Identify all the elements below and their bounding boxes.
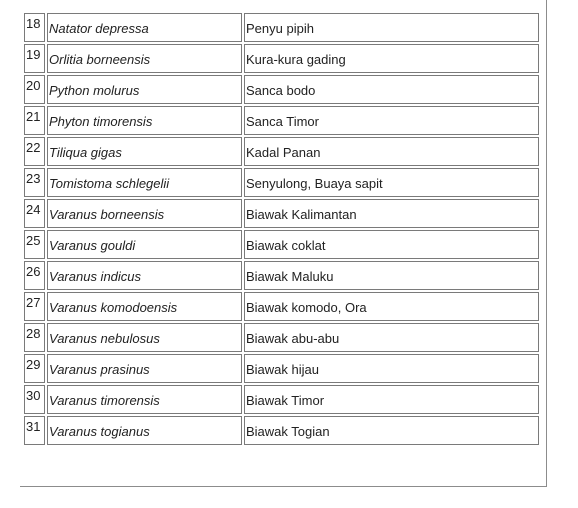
row-number: 27 <box>24 292 45 321</box>
local-name: Biawak coklat <box>244 230 539 259</box>
table-row <box>24 416 539 445</box>
row-number: 28 <box>24 323 45 352</box>
row-number: 23 <box>24 168 45 197</box>
table-container <box>20 0 547 487</box>
table-row <box>24 323 539 352</box>
scientific-name: Python molurus <box>47 75 242 104</box>
table-row <box>24 75 539 104</box>
table-row <box>24 230 539 259</box>
local-name: Sanca bodo <box>244 75 539 104</box>
row-number: 29 <box>24 354 45 383</box>
scientific-name: Varanus indicus <box>47 261 242 290</box>
row-number: 25 <box>24 230 45 259</box>
local-name: Kura-kura gading <box>244 44 539 73</box>
table-row <box>24 137 539 166</box>
local-name: Biawak Timor <box>244 385 539 414</box>
table-row <box>24 385 539 414</box>
local-name: Sanca Timor <box>244 106 539 135</box>
scientific-name: Tomistoma schlegelii <box>47 168 242 197</box>
scientific-name: Phyton timorensis <box>47 106 242 135</box>
local-name: Biawak abu-abu <box>244 323 539 352</box>
row-number: 19 <box>24 44 45 73</box>
row-number: 30 <box>24 385 45 414</box>
row-number: 22 <box>24 137 45 166</box>
table-row <box>24 44 539 73</box>
local-name: Biawak Togian <box>244 416 539 445</box>
scientific-name: Varanus nebulosus <box>47 323 242 352</box>
table-row <box>24 13 539 42</box>
local-name: Biawak Kalimantan <box>244 199 539 228</box>
row-number: 21 <box>24 106 45 135</box>
row-number: 20 <box>24 75 45 104</box>
scientific-name: Varanus timorensis <box>47 385 242 414</box>
row-number: 26 <box>24 261 45 290</box>
scientific-name: Varanus prasinus <box>47 354 242 383</box>
local-name: Biawak komodo, Ora <box>244 292 539 321</box>
local-name: Biawak hijau <box>244 354 539 383</box>
species-table <box>22 11 541 447</box>
scientific-name: Varanus gouldi <box>47 230 242 259</box>
table-row <box>24 168 539 197</box>
scientific-name: Orlitia borneensis <box>47 44 242 73</box>
table-row <box>24 292 539 321</box>
table-row <box>24 261 539 290</box>
local-name: Biawak Maluku <box>244 261 539 290</box>
scientific-name: Varanus togianus <box>47 416 242 445</box>
scientific-name: Varanus komodoensis <box>47 292 242 321</box>
species-table-body <box>24 13 539 445</box>
table-row <box>24 106 539 135</box>
row-number: 31 <box>24 416 45 445</box>
table-row <box>24 199 539 228</box>
local-name: Kadal Panan <box>244 137 539 166</box>
scientific-name: Varanus borneensis <box>47 199 242 228</box>
scientific-name: Tiliqua gigas <box>47 137 242 166</box>
table-row <box>24 354 539 383</box>
row-number: 24 <box>24 199 45 228</box>
local-name: Penyu pipih <box>244 13 539 42</box>
local-name: Senyulong, Buaya sapit <box>244 168 539 197</box>
scientific-name: Natator depressa <box>47 13 242 42</box>
row-number: 18 <box>24 13 45 42</box>
